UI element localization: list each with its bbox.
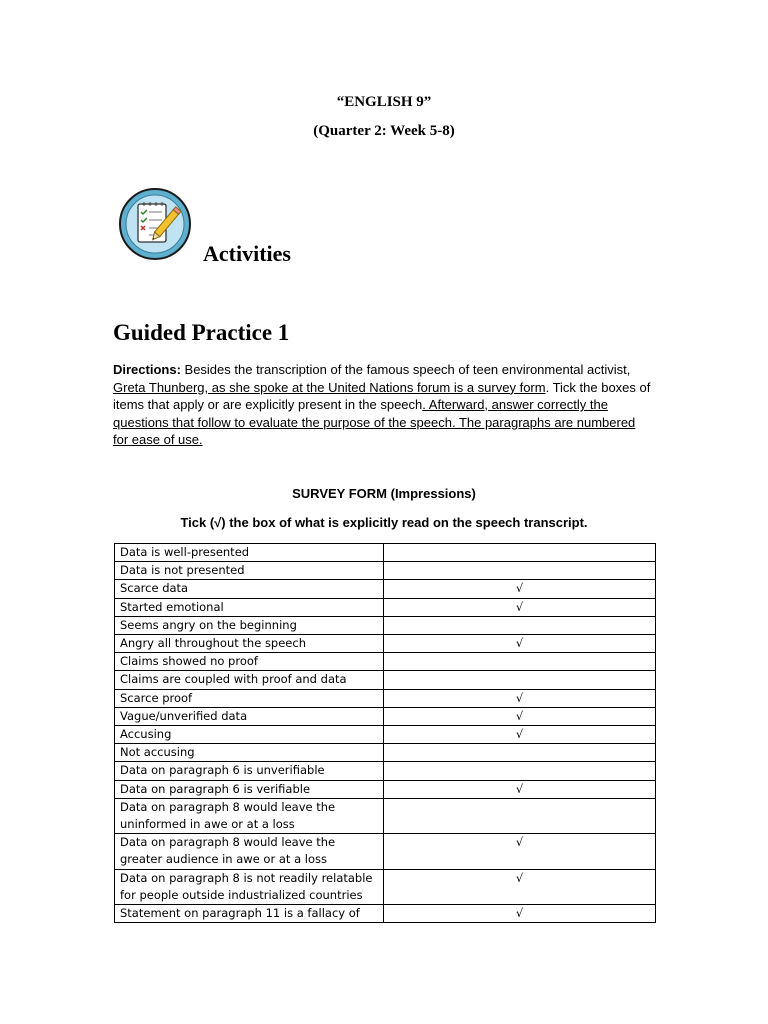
table-row bbox=[115, 780, 656, 798]
tick-box[interactable]: √ bbox=[384, 580, 656, 598]
checklist-pencil-icon bbox=[118, 187, 192, 261]
tick-box[interactable] bbox=[384, 616, 656, 634]
table-row bbox=[115, 869, 656, 904]
guided-practice-title: Guided Practice 1 bbox=[113, 320, 290, 345]
table-row bbox=[115, 616, 656, 634]
tick-box[interactable] bbox=[384, 671, 656, 689]
survey-item: Data is well-presented bbox=[115, 544, 384, 562]
table-row bbox=[115, 798, 656, 833]
survey-item: Data on paragraph 8 would leave the greater audience in awe or at a loss bbox=[115, 834, 384, 869]
table-row bbox=[115, 544, 656, 562]
tick-box[interactable] bbox=[384, 544, 656, 562]
table-row bbox=[115, 653, 656, 671]
survey-item: Accusing bbox=[115, 726, 384, 744]
survey-item: Scarce data bbox=[115, 580, 384, 598]
directions-underlined-2: . Afterward, answer correctly the questions that follow to evaluate the purpose of the speech. The paragraphs are numbered for ease of use. bbox=[113, 397, 636, 447]
survey-item: Claims are coupled with proof and data bbox=[115, 671, 384, 689]
table-row bbox=[115, 762, 656, 780]
directions-paragraph bbox=[113, 361, 653, 449]
survey-item: Data on paragraph 8 would leave the uninformed in awe or at a loss bbox=[115, 798, 384, 833]
table-row bbox=[115, 562, 656, 580]
tick-box[interactable]: √ bbox=[384, 905, 656, 923]
survey-table bbox=[114, 543, 656, 923]
tick-box[interactable]: √ bbox=[384, 598, 656, 616]
section-label: Activities bbox=[203, 241, 291, 266]
tick-box[interactable] bbox=[384, 798, 656, 833]
survey-item: Claims showed no proof bbox=[115, 653, 384, 671]
tick-box[interactable]: √ bbox=[384, 707, 656, 725]
survey-item: Scarce proof bbox=[115, 689, 384, 707]
tick-box[interactable] bbox=[384, 744, 656, 762]
directions-label: Directions: bbox=[113, 362, 181, 377]
directions-text-1: Besides the transcription of the famous speech of teen environmental activist, bbox=[180, 362, 631, 377]
table-row bbox=[115, 905, 656, 923]
survey-item: Started emotional bbox=[115, 598, 384, 616]
survey-instruction: Tick (√) the box of what is explicitly read on the speech transcript. bbox=[180, 515, 588, 530]
tick-box[interactable]: √ bbox=[384, 635, 656, 653]
table-row bbox=[115, 598, 656, 616]
tick-box[interactable] bbox=[384, 762, 656, 780]
table-row bbox=[115, 671, 656, 689]
table-row bbox=[115, 834, 656, 869]
table-row bbox=[115, 726, 656, 744]
survey-item: Statement on paragraph 11 is a fallacy of bbox=[115, 905, 384, 923]
table-row bbox=[115, 635, 656, 653]
table-row bbox=[115, 707, 656, 725]
table-row bbox=[115, 689, 656, 707]
survey-item: Seems angry on the beginning bbox=[115, 616, 384, 634]
directions-text-2: . Tick the boxes of items that apply or are explicitly present in the speech bbox=[113, 379, 651, 412]
tick-box[interactable] bbox=[384, 562, 656, 580]
tick-box[interactable]: √ bbox=[384, 726, 656, 744]
tick-box[interactable]: √ bbox=[384, 780, 656, 798]
survey-item: Data on paragraph 6 is verifiable bbox=[115, 780, 384, 798]
survey-title: SURVEY FORM (Impressions) bbox=[292, 486, 476, 501]
tick-box[interactable]: √ bbox=[384, 869, 656, 904]
survey-item: Data is not presented bbox=[115, 562, 384, 580]
document-title: “ENGLISH 9” bbox=[336, 94, 432, 110]
document-subtitle: (Quarter 2: Week 5-8) bbox=[313, 123, 455, 139]
tick-box[interactable]: √ bbox=[384, 834, 656, 869]
survey-item: Data on paragraph 8 is not readily relatable for people outside industrialized countries bbox=[115, 869, 384, 904]
tick-box[interactable]: √ bbox=[384, 689, 656, 707]
table-row bbox=[115, 744, 656, 762]
directions-underlined-1: Greta Thunberg, as she spoke at the United Nations forum is a survey form bbox=[113, 379, 546, 395]
survey-item: Not accusing bbox=[115, 744, 384, 762]
survey-item: Vague/unverified data bbox=[115, 707, 384, 725]
survey-item: Angry all throughout the speech bbox=[115, 635, 384, 653]
table-row bbox=[115, 580, 656, 598]
survey-item: Data on paragraph 6 is unverifiable bbox=[115, 762, 384, 780]
tick-box[interactable] bbox=[384, 653, 656, 671]
